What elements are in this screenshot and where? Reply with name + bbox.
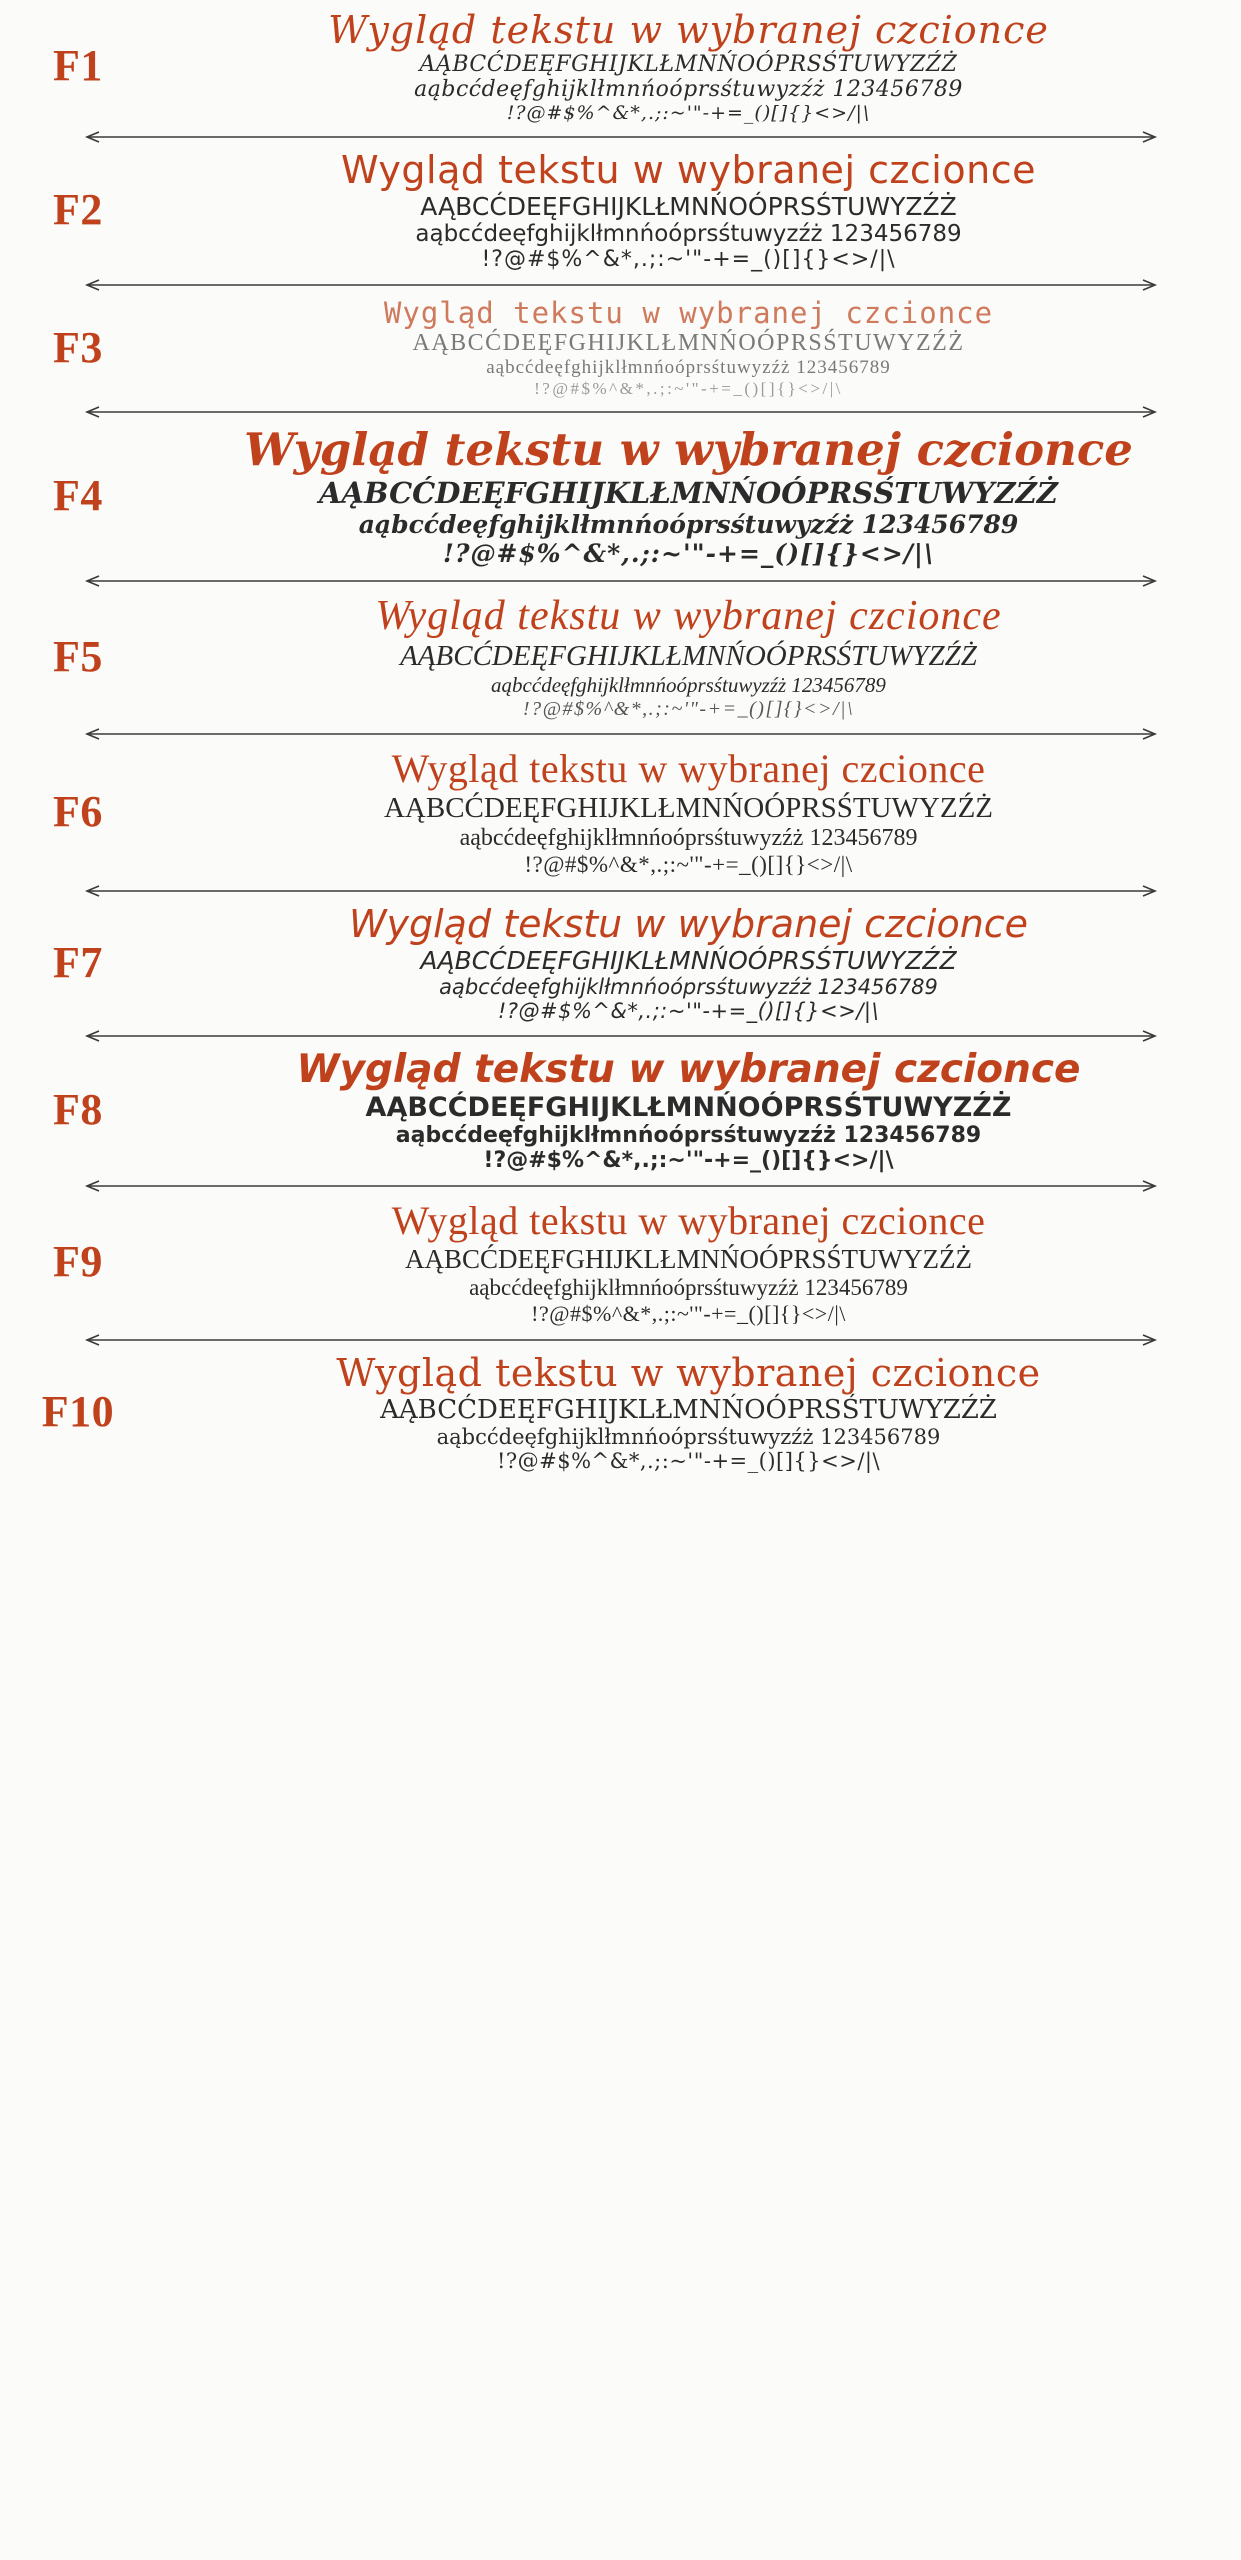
sample-block-f9 [150,1197,1241,1327]
sample-uppercase-f9: AĄBCĆDEĘFGHIJKLŁMNŃOÓPRSŚTUWYZŹŻ [404,1244,972,1274]
divider-rule-5 [81,727,1161,741]
sample-uppercase-f1: AĄBCĆDEĘFGHIJKLŁMNŃOÓPRSŚTUWYZŹŻ [419,52,958,77]
sample-uppercase-f3: AĄBCĆDEĘFGHIJKLŁMNŃOÓPRSŚTUWYZŹŻ [412,330,965,356]
sample-block-f6 [150,745,1241,878]
specimen-f6 [0,745,1241,878]
sample-symbols-f4: !?@#$%^&*,.;:~'"-+=_()[]{}<>/|\ [442,539,935,568]
sample-block-f2 [150,148,1241,272]
sample-symbols-f8: !?@#$%^&*,.;:~'"-+=_()[]{}<>/|\ [483,1148,894,1173]
sample-heading-f9: Wygląd tekstu w wybranej czcionce [391,1198,986,1243]
sample-symbols-f10: !?@#$%^&*,.;:~'"-+=_()[]{}<>/|\ [496,1449,881,1473]
specimen-f4 [0,423,1241,568]
font-label-f1: F1 [53,41,103,90]
specimen-f8 [0,1047,1241,1173]
sample-block-f7 [150,902,1241,1023]
font-label-f10: F10 [41,1387,115,1436]
sample-symbols-f1: !?@#$%^&*,.;:~'"-+=_()[]{}<>/|\ [506,102,871,124]
sample-block-f10 [150,1351,1241,1473]
font-label-f5: F5 [53,631,103,681]
specimen-f2 [0,148,1241,272]
sample-lowercase-f1: aąbcćdeęfghijklłmnńoóprsśtuwyzźż 123456789 [414,77,963,102]
sample-block-f5 [150,592,1241,721]
sample-heading-f10: Wygląd tekstu w wybranej czcionce [336,1351,1041,1395]
font-label-f7: F7 [53,937,103,987]
sample-uppercase-f7: AĄBCĆDEĘFGHIJKLŁMNŃOÓPRSŚTUWYZŹŻ [420,946,957,975]
font-label-f2: F2 [53,185,103,234]
sample-uppercase-f2: AĄBCĆDEĘFGHIJKLŁMNŃOÓPRSŚTUWYZŹŻ [420,192,957,221]
sample-block-f8 [150,1047,1241,1173]
sample-block-f4 [150,423,1241,568]
sample-symbols-f3: !?@#$%^&*,.;:~'"-+=_()[]{}<>/|\ [534,379,843,398]
sample-uppercase-f6: AĄBCĆDEĘFGHIJKLŁMNŃOÓPRSŚTUWYZŹŻ [383,792,993,824]
divider-rule-7 [81,1029,1161,1043]
sample-heading-f2: Wygląd tekstu w wybranej czcionce [341,148,1036,192]
divider-rule-2 [81,278,1161,292]
sample-lowercase-f3: aąbcćdeęfghijklłmnńoóprsśtuwyzźż 123456789 [486,357,891,378]
specimen-f10 [0,1351,1241,1473]
specimen-f7 [0,902,1241,1023]
font-label-f6: F6 [53,786,103,836]
sample-uppercase-f10: AĄBCĆDEĘFGHIJKLŁMNŃOÓPRSŚTUWYZŹŻ [380,1395,997,1425]
font-label-f4: F4 [53,470,103,520]
divider-rule-3 [81,405,1161,419]
specimen-f1 [0,8,1241,124]
sample-lowercase-f6: aąbcćdeęfghijklłmnńoóprsśtuwyzźż 123456789 [459,825,918,851]
divider-rule-9 [81,1333,1161,1347]
font-label-f9: F9 [53,1237,103,1286]
sample-symbols-f6: !?@#$%^&*,.;:~'"-+=_()[]{}<>/|\ [524,852,853,877]
sample-heading-f5: Wygląd tekstu w wybranej czcionce [375,593,1002,639]
sample-lowercase-f5: aąbcćdeęfghijklłmnńoóprsśtuwyzźż 123456789 [491,673,886,697]
specimen-f5 [0,592,1241,721]
font-label-f3: F3 [53,322,103,372]
sample-lowercase-f4: aąbcćdeęfghijklłmnńoóprsśtuwyzźż 123456789 [358,510,1019,539]
sample-heading-f6: Wygląd tekstu w wybranej czcionce [391,746,986,791]
specimen-f3 [0,296,1241,399]
sample-lowercase-f8: aąbcćdeęfghijklłmnńoóprsśtuwyzźż 123456789 [395,1123,982,1148]
sample-symbols-f7: !?@#$%^&*,.;:~'"-+=_()[]{}<>/|\ [497,999,880,1023]
sample-block-f1 [150,8,1241,124]
divider-rule-1 [81,130,1161,144]
sample-heading-f1: Wygląd tekstu w wybranej czcionce [328,8,1049,52]
sample-symbols-f9: !?@#$%^&*,.;:~'"-+=_()[]{}<>/|\ [531,1301,846,1326]
sample-lowercase-f9: aąbcćdeęfghijklłmnńoóprsśtuwyzźż 123456789 [469,1275,908,1300]
sample-lowercase-f10: aąbcćdeęfghijklłmnńoóprsśtuwyzźż 123456789 [436,1425,941,1449]
sample-symbols-f5: !?@#$%^&*,.;:~'"-+=_()[]{}<>/|\ [522,698,855,720]
sample-block-f3 [150,296,1241,399]
sample-symbols-f2: !?@#$%^&*,.;:~'"-+=_()[]{}<>/|\ [481,247,896,272]
sample-lowercase-f7: aąbcćdeęfghijklłmnńoóprsśtuwyzźż 123456789 [439,975,938,999]
sample-uppercase-f4: AĄBCĆDEĘFGHIJKLŁMNŃOÓPRSŚTUWYZŹŻ [319,476,1058,510]
divider-rule-4 [81,574,1161,588]
sample-heading-f8: Wygląd tekstu w wybranej czcionce [296,1047,1081,1092]
divider-rule-8 [81,1179,1161,1193]
font-label-f8: F8 [53,1085,103,1134]
sample-heading-f7: Wygląd tekstu w wybranej czcionce [348,902,1029,946]
sample-lowercase-f2: aąbcćdeęfghijklłmnńoóprsśtuwyzźż 123456789 [415,221,962,247]
sample-uppercase-f8: AĄBCĆDEĘFGHIJKLŁMNŃOÓPRSŚTUWYZŹŻ [365,1092,1012,1123]
specimen-f9 [0,1197,1241,1327]
sample-heading-f3: Wygląd tekstu w wybranej czcionce [383,296,994,330]
sample-uppercase-f5: AĄBCĆDEĘFGHIJKLŁMNŃOÓPRSŚTUWYZŹŻ [400,640,977,672]
sample-heading-f4: Wygląd tekstu w wybranej czcionce [244,423,1133,476]
divider-rule-6 [81,884,1161,898]
